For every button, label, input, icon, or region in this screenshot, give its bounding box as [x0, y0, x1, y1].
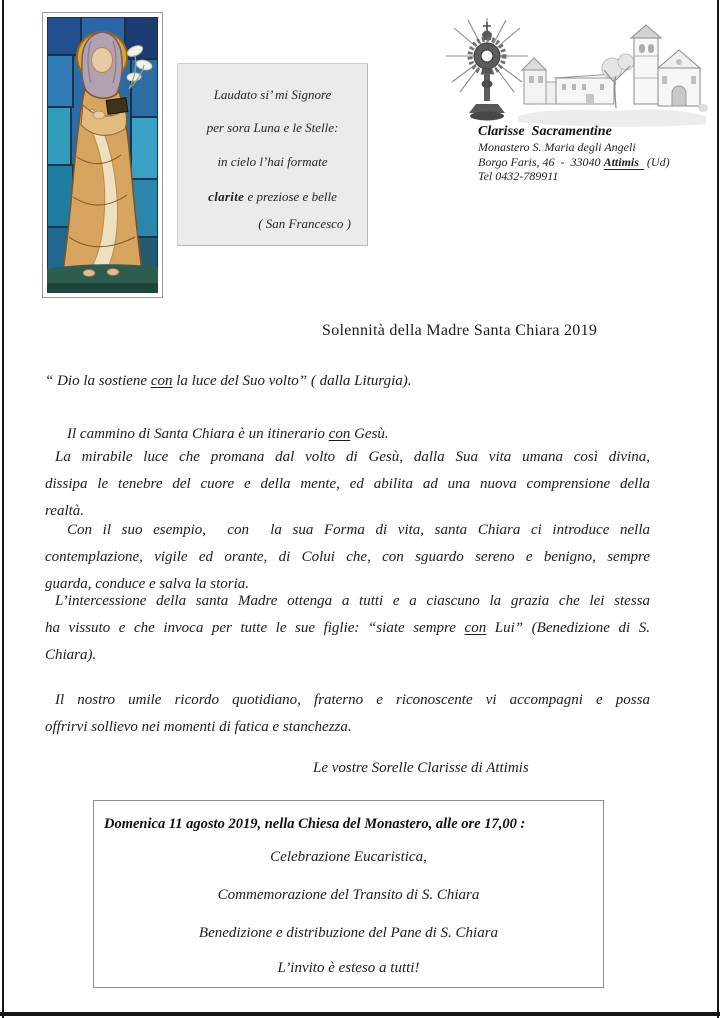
scan-border-bottom — [0, 1012, 720, 1016]
p6-line-1: Il nostro umile ricordo quotidiano, fraterno e riconoscente vi accompagni e possa — [55, 692, 650, 708]
paragraph-mirabile-luce — [45, 444, 650, 525]
letterhead-monastery: Monastero S. Maria degli Angeli — [478, 140, 636, 154]
address-town: Attimis — [604, 155, 644, 170]
p3-line-1: La mirabile luce che promana dal volto di Gesù, dalla Sua vita umana così divina, — [55, 449, 650, 465]
quote-bold-word: clarite — [208, 189, 245, 204]
paragraph-liturgy-quote — [45, 368, 650, 395]
p1-post: la luce del Suo volto” ( dalla Liturgia). — [172, 373, 412, 389]
stained-glass-image — [42, 12, 163, 298]
p6-line-2: offrirvi sollievo nei momenti di fatica e stanchezza. — [45, 719, 352, 735]
paragraph-ricordo — [45, 687, 650, 741]
p5-pre: ha vissuto e che invoca per tutte le sue figlie: “siate sempre — [45, 620, 465, 636]
paragraph-esempio — [45, 517, 650, 598]
letterhead-address — [478, 155, 670, 170]
quote-line-3: in cielo l’hai formate — [217, 154, 328, 169]
letterhead — [478, 123, 670, 184]
event-item-4: L’invito è esteso a tutti! — [277, 960, 420, 976]
p5-line-3: Chiara). — [45, 647, 97, 663]
page-title: Solennità della Madre Santa Chiara 2019 — [322, 322, 598, 339]
p5-underlined: con — [464, 620, 487, 636]
signature-line: Le vostre Sorelle Clarisse di Attimis — [313, 760, 529, 776]
p2-pre: Il cammino di Santa Chiara è un itinerario — [67, 426, 329, 442]
event-item-1: Celebrazione Eucaristica, — [270, 849, 427, 865]
paragraph-intercessione — [45, 588, 650, 669]
p1-pre: “ Dio la sostiene — [45, 373, 151, 389]
p3-line-2: dissipa le tenebre del cuore e della mente, ed abilita ad una nuova comprensione della — [45, 476, 650, 492]
stained-glass-santa-chiara-icon — [47, 17, 158, 293]
event-heading: Domenica 11 agosto 2019, nella Chiesa del Monastero, alle ore 17,00 : — [104, 816, 526, 832]
p4-line-2: contemplazione, vigile ed orante, di Colui che, con sguardo sereno e benigno, sempre — [45, 549, 650, 565]
quote-line-2: per sora Luna e le Stelle: — [206, 120, 339, 135]
p5-post: Lui” (Benedizione di S. — [486, 620, 650, 636]
letterhead-name: Clarisse Sacramentine — [478, 124, 612, 139]
p3-line-3: realtà. — [45, 503, 85, 519]
event-item-3: Benedizione e distribuzione del Pane di S. Chiara — [198, 925, 499, 941]
quote-line-4-rest: e preziose e belle — [244, 189, 337, 204]
quote-box — [177, 63, 368, 246]
quote-attribution: ( San Francesco ) — [258, 216, 351, 231]
scan-border-right — [717, 0, 719, 1018]
monastery-drawing — [512, 20, 710, 130]
p5-line-2 — [45, 615, 650, 642]
address-street: Borgo Faris, 46 - 33040 — [478, 154, 604, 169]
quote-line-1: Laudato si’ mi Signore — [213, 87, 332, 102]
p1-underlined: con — [150, 373, 173, 389]
event-item-2: Commemorazione del Transito di S. Chiara — [217, 887, 480, 903]
quote-line-4 — [178, 187, 367, 207]
address-province: (Ud) — [643, 154, 670, 169]
scan-border-left — [2, 0, 4, 1018]
letterhead-phone: Tel 0432-789911 — [478, 169, 559, 183]
p5-line-1: L’intercessione della santa Madre ottenga a tutti e a ciascuno la grazia che lei stessa — [55, 593, 650, 609]
p2-post: Gesù. — [350, 426, 389, 442]
p4-line-1: Con il suo esempio, con la sua Forma di vita, santa Chiara ci introduce nella — [67, 522, 650, 538]
p2-underlined: con — [328, 426, 351, 442]
p4-line-3: guarda, conduce e salva la storia. — [45, 576, 250, 592]
event-box — [93, 800, 604, 988]
